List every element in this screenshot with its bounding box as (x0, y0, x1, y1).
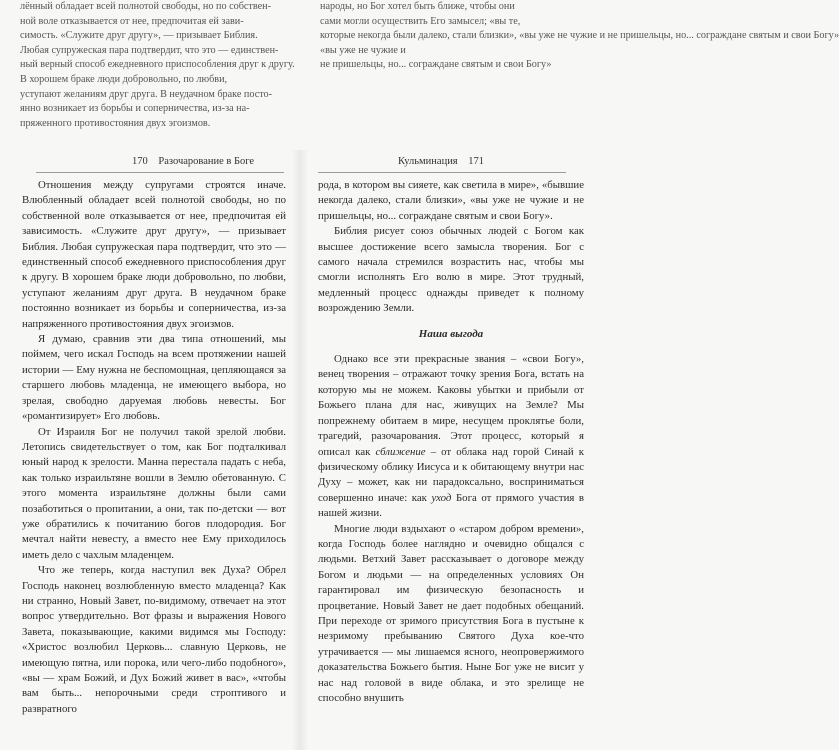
italic-term: сближение (375, 445, 426, 458)
faded-line: народы, но Бог хотел быть ближе, чтобы они (320, 1, 515, 12)
section-subheading: Наша выгода (418, 327, 484, 340)
right-running-title: Кульминация (398, 156, 458, 167)
faded-line: не пришельцы, но... сограждане святым и свои Богу» (320, 59, 552, 71)
faded-line: «вы уже не чужие и (320, 44, 406, 56)
body-paragraph: Что же теперь, когда наступил век Духа? Обрел Господь наконец возлюбленную вместо младенца? Как ни странно, Новый Завет, по-видимому, отвечает на этот вопрос утвердительно. Вот фразы и выражения Нового Завета, показывающие, какими видимся мы Господу: «Христос возлюбил Церковь... славную Церковь, не имеющую пятна, или порока, или чего-либо подобного», «вы — храм Божий, и Дух Божий живет в вас», «чтобы вам быть... непорочными среди строптивого и развратного (22, 564, 286, 715)
body-paragraph: рода, в котором вы сияете, как светила в мире», «бывшие некогда далеко, стали близки», «вы уже не чужие и не пришельцы, но... сограждане святым и свои Богу». (318, 179, 584, 222)
text-run: – от облака над горой Синай к физическому облику Иисуса и к обитающему внутри нас Духу – может, как ни парадоксально, восприниматься совершенно иначе: как (318, 445, 584, 504)
faded-line: лённый обладает всей полнотой свободы, но по собствен- (20, 1, 271, 12)
body-paragraph (318, 352, 584, 521)
body-paragraph: От Израиля Бог не получил такой зрелой любви. Летопись свидетельствует о том, как Бог подталкивал юный народ к зрелости. Манна перестала падать с неба, как только израильтяне вошли в Землю обетованную. С этого момента израильтяне должны были сами позаботиться о пропитании, а они, так по-детски — вот уже обратились к почитанию богов плодородия. Бог мечтал найти невесту, а вместо нее Ему приходилось иметь дело с чахлым младенцем. (22, 425, 286, 561)
left-running-title: Разочарование в Боге (158, 156, 255, 167)
left-page-number: 170 (132, 156, 148, 167)
right-page-number: 171 (468, 156, 485, 167)
faded-line: пряженного противостояния двух эгоизмов. (20, 117, 211, 129)
faded-line: ный верный способ ежедневного приспособления друг к другу. (20, 59, 295, 71)
text-run: Бога от прямого участия в нашей жизни. (318, 491, 584, 520)
left-page-body (22, 178, 286, 717)
faded-line: ной воле отказывается от нее, предпочитая ей зави- (20, 15, 244, 27)
faded-line: которые некогда были далеко, стали близки», «вы уже не чужие и не пришельцы, но... сограждане святым и свои Богу» (320, 30, 839, 42)
faded-previous-text-left (20, 0, 295, 131)
right-header-rule (318, 172, 566, 173)
body-paragraph: Многие люди вздыхают о «старом добром времени», когда Господь более наглядно и очевидно общался с людьми. Ветхий Завет рассказывает о договоре между Богом и людьми — на определенных условиях Он гарантировал им физическую безопасность и процветание. Новый Завет не дает подобных обещаний. При переходе от зримого присутствия Бога в пустыне к незримому пребыванию Святого Духа кое-что утрачивается — мы лишаемся ясного, неопровержимого доказательства Божьего бытия. Ныне Бог уже не висит у нас над головой в виде облака, и это зрелище не способно внушить (318, 522, 584, 704)
left-running-header (132, 156, 254, 167)
faded-line: Любая супружеская пара подтвердит, что это — единствен- (20, 44, 279, 56)
faded-line: В хорошем браке люди добровольно, по любви, (20, 73, 228, 85)
body-paragraph: Библия рисует союз обычных людей с Богом как высшее достижение всего замысла творения. Бог с самого начала стремился возрастить нас, чтобы мы смогли исполнять Его волю в мире. Этот трудный, медленный процесс однажды приведет к полному возрождению Земли. (318, 225, 584, 315)
faded-line: симость. «Служите друг другу», — призывает Библия. (20, 30, 258, 42)
body-paragraph: Отношения между супругами строятся иначе. Влюбленный обладает всей полнотой свободы, но по собственной воле отказывается от нее, предпочитая ей зависимость. «Служите друг другу», — призывает Библия. Любая супружеская пара подтвердит, что это — единственный способ ежедневного приспособления друг к другу. В хорошем браке люди добровольно, по любви, уступают желаниям друг друга. В неудачном браке постоянно возникает из борьбы и соперничества, из-за напряженного противостояния двух эгоизмов. (22, 179, 286, 330)
right-page-body (318, 178, 584, 706)
body-paragraph: Я думаю, сравнив эти два типа отношений, мы поймем, чего искал Господь на всем протяжении нашей истории — Ему нужна не беспомощная, цепляющаяся за старшего любовь младенца, не имеющего выбора, но зрелая, свободно даруемая любовь невесты. Бог «романтизирует» Его любовь. (22, 333, 286, 423)
left-header-rule (36, 172, 284, 173)
right-running-header (398, 156, 484, 167)
faded-line: уступают желаниям друг друга. В неудачном браке посто- (20, 88, 273, 100)
text-run: Однако все эти прекрасные звания – «свои Богу», венец творения – отражают точку зрения Бога, встать на которую мы не можем. Каковы убытки и прибыли от Божьего плана для нас, живущих на Земле? Мы попрежнему обитаем в мире, несущем проклятье боли, трагедий, разочарования. Этот процесс, который я описал как (318, 353, 584, 458)
faded-line: сами могли осуществить Его замысел; «вы те, (320, 15, 521, 27)
faded-line: янно возникает из борьбы и соперничества, из-за на- (20, 103, 250, 115)
italic-term: уход (431, 491, 452, 504)
faded-previous-text-right (320, 0, 839, 73)
book-gutter-shadow (292, 150, 308, 750)
